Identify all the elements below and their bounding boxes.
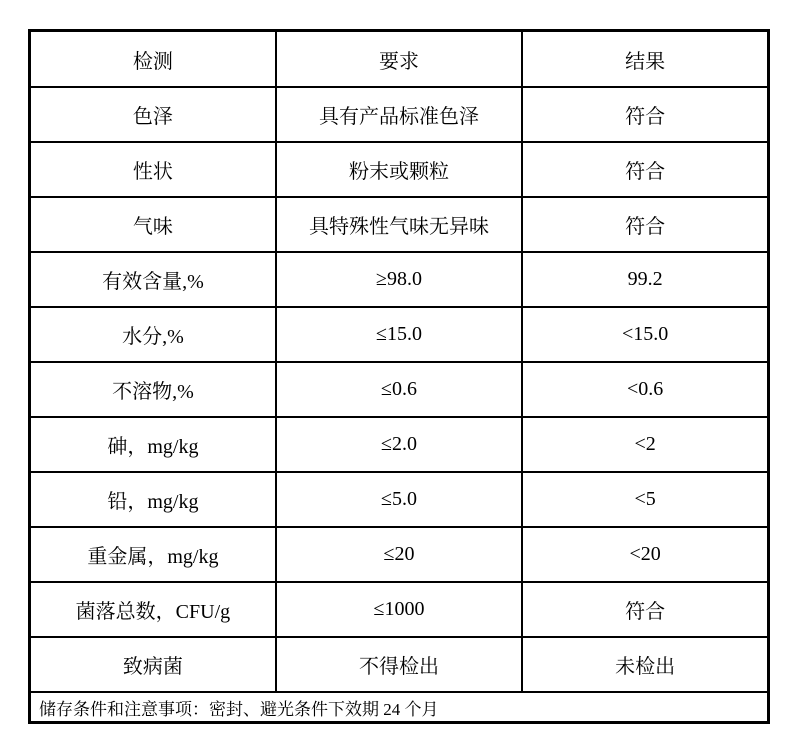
table-row (30, 582, 769, 637)
table-cell: ≤0.6 (276, 362, 522, 417)
table-cell: 符合 (522, 142, 768, 197)
storage-note: 储存条件和注意事项：密封、避光条件下效期 24 个月 (30, 692, 769, 723)
table-cell: <15.0 (522, 307, 768, 362)
table-cell: 不溶物,% (30, 362, 276, 417)
table-cell: 菌落总数，CFU/g (30, 582, 276, 637)
table-cell: 性状 (30, 142, 276, 197)
table-row (30, 197, 769, 252)
footer-row (30, 692, 769, 723)
table-cell: ≤15.0 (276, 307, 522, 362)
table-cell: ≤5.0 (276, 472, 522, 527)
table-cell: 未检出 (522, 637, 768, 692)
table-row (30, 252, 769, 307)
column-header: 结果 (522, 31, 768, 88)
table-row (30, 142, 769, 197)
table-cell: 符合 (522, 87, 768, 142)
table-cell: ≤1000 (276, 582, 522, 637)
table-row (30, 362, 769, 417)
table-cell: 砷，mg/kg (30, 417, 276, 472)
column-header: 要求 (276, 31, 522, 88)
table-cell: ≤2.0 (276, 417, 522, 472)
table-cell: 水分,% (30, 307, 276, 362)
table-row (30, 637, 769, 692)
table-row (30, 417, 769, 472)
table-cell: 色泽 (30, 87, 276, 142)
table-cell: 具有产品标准色泽 (276, 87, 522, 142)
column-header: 检测 (30, 31, 276, 88)
inspection-table (28, 29, 770, 724)
table-cell: 铅，mg/kg (30, 472, 276, 527)
table-cell: 气味 (30, 197, 276, 252)
table-cell: <20 (522, 527, 768, 582)
table-row (30, 307, 769, 362)
table-cell: 符合 (522, 582, 768, 637)
table-cell: 符合 (522, 197, 768, 252)
table-cell: ≥98.0 (276, 252, 522, 307)
table-cell: <5 (522, 472, 768, 527)
table-cell: 99.2 (522, 252, 768, 307)
table-cell: 粉末或颗粒 (276, 142, 522, 197)
table-cell: 致病菌 (30, 637, 276, 692)
table-cell: <2 (522, 417, 768, 472)
table-cell: ≤20 (276, 527, 522, 582)
header-row (30, 31, 769, 88)
table-row (30, 87, 769, 142)
table-cell: 具特殊性气味无异味 (276, 197, 522, 252)
table-cell: 有效含量,% (30, 252, 276, 307)
table-row (30, 527, 769, 582)
table-row (30, 472, 769, 527)
table-cell: <0.6 (522, 362, 768, 417)
table-cell: 不得检出 (276, 637, 522, 692)
table-cell: 重金属，mg/kg (30, 527, 276, 582)
